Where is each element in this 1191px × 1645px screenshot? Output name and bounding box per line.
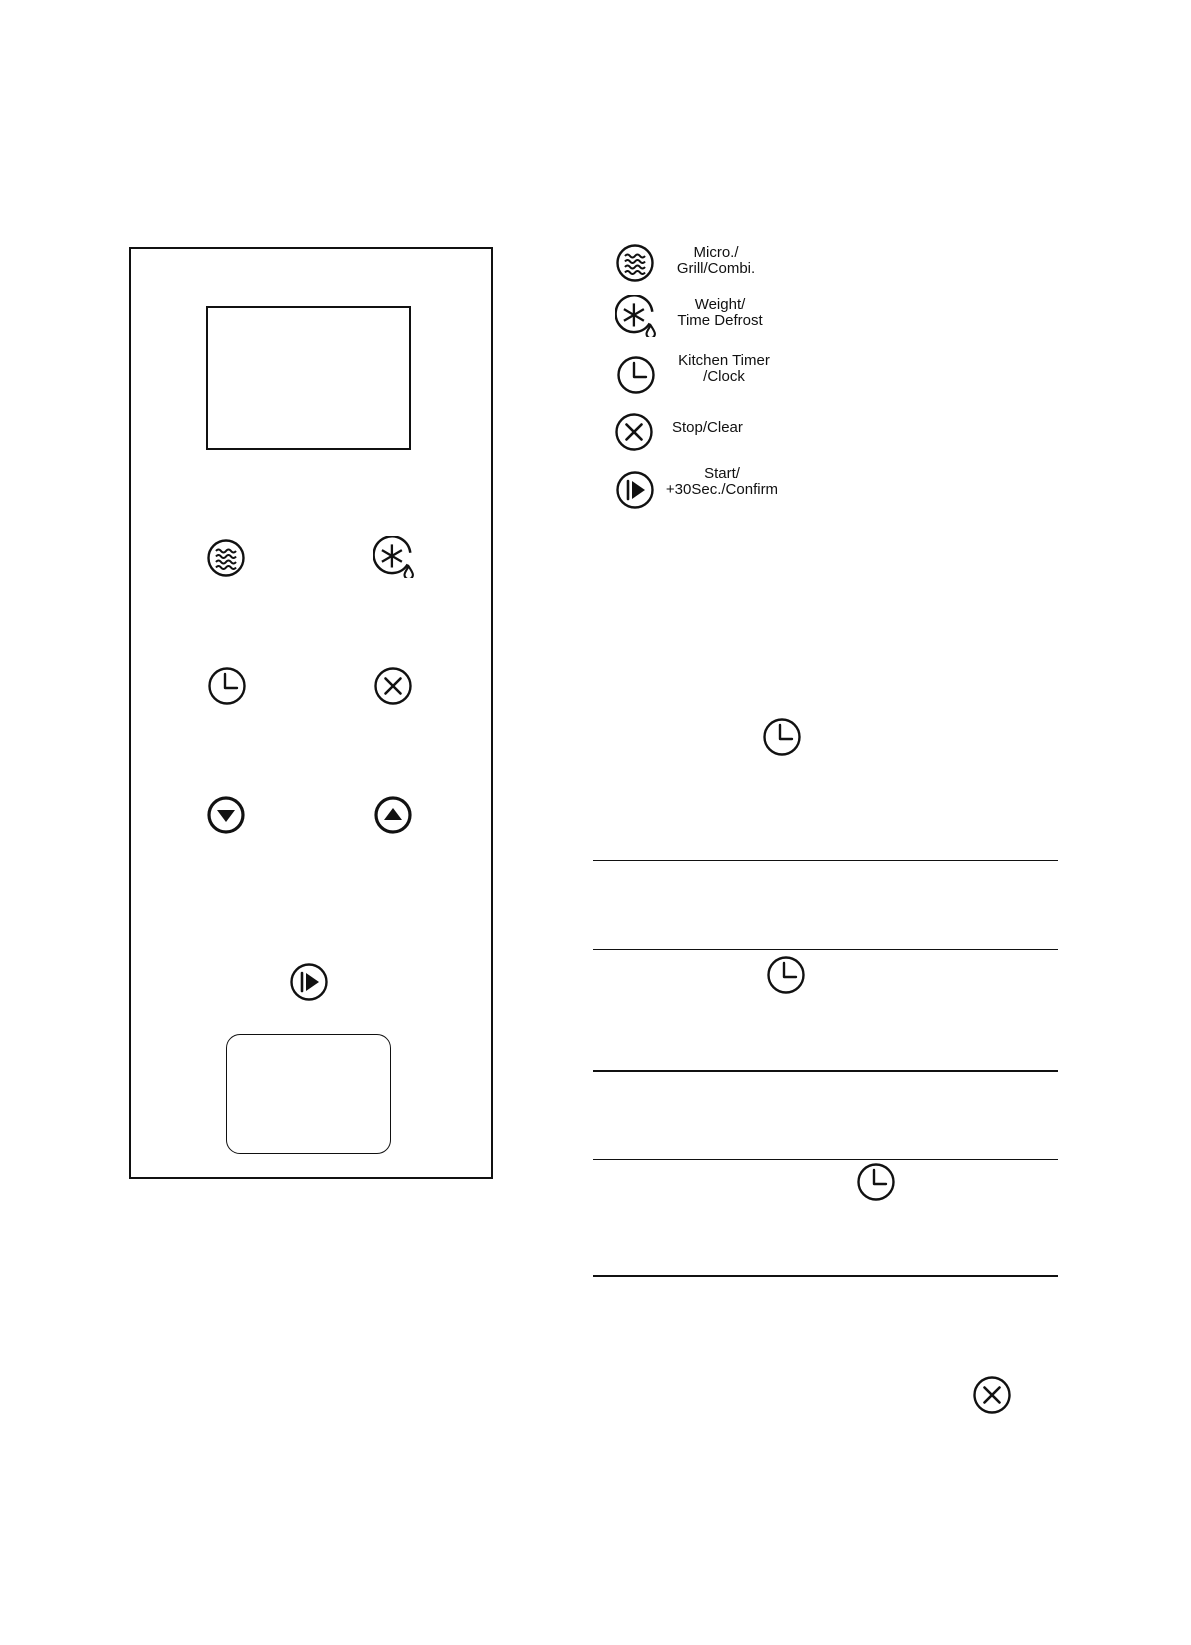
play-icon[interactable] — [289, 962, 329, 1002]
legend-line: +30Sec./Confirm — [665, 481, 779, 498]
legend-line: Stop/Clear — [672, 419, 743, 436]
clock-icon — [762, 717, 802, 757]
legend-label-start — [662, 466, 782, 498]
legend-line: /Clock — [703, 368, 745, 385]
divider-line — [593, 860, 1058, 861]
divider-line — [593, 1070, 1058, 1072]
legend-line: Grill/Combi. — [676, 260, 756, 277]
legend-label-stop — [672, 420, 752, 436]
legend-label-defrost — [660, 297, 780, 329]
microwave-waves-icon — [615, 243, 655, 283]
display-screen — [206, 306, 411, 450]
x-circle-icon — [972, 1375, 1012, 1415]
play-icon — [615, 470, 655, 510]
legend-line: Start/ — [704, 465, 740, 482]
divider-line — [593, 1275, 1058, 1277]
microwave-waves-icon[interactable] — [206, 538, 246, 578]
x-circle-icon[interactable] — [373, 666, 413, 706]
legend-line: Micro./ — [693, 244, 739, 261]
clock-icon[interactable] — [207, 666, 247, 706]
legend-line: Weight/ — [694, 296, 746, 313]
clock-icon — [616, 355, 656, 395]
divider-line — [593, 1159, 1058, 1160]
divider-line — [593, 949, 1058, 950]
legend-label-micro — [660, 245, 772, 277]
clock-icon — [856, 1162, 896, 1202]
legend-label-timer — [666, 353, 782, 385]
arrow-down-icon[interactable] — [206, 795, 246, 835]
arrow-up-icon[interactable] — [373, 795, 413, 835]
snowflake-drop-icon[interactable] — [373, 536, 415, 578]
clock-icon — [766, 955, 806, 995]
door-open-button[interactable] — [226, 1034, 391, 1154]
legend-line: Kitchen Timer — [678, 352, 770, 369]
legend-line: Time Defrost — [677, 312, 763, 329]
snowflake-drop-icon — [615, 295, 657, 337]
x-circle-icon — [614, 412, 654, 452]
